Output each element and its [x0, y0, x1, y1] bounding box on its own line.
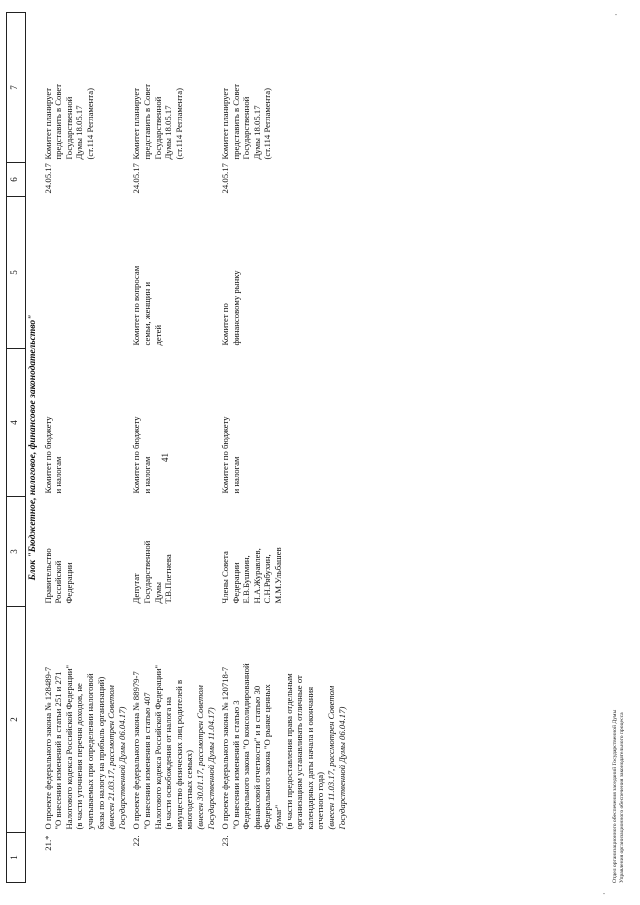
- row-note: [41, 13, 130, 163]
- committee-line: и налогам: [141, 456, 152, 494]
- bill-description: [41, 607, 130, 833]
- row-number: 23.: [220, 835, 231, 847]
- co-committee-line: Комитет по: [220, 303, 231, 346]
- author-line: М.М.Ульбашев: [273, 547, 284, 604]
- author-line: Члены Совета: [220, 551, 231, 604]
- co-committee: [41, 197, 130, 349]
- description-line: "О внесении изменения в статью 407: [141, 692, 152, 830]
- description-note-line: Государственной Думы 06.04.17): [116, 706, 127, 830]
- note-line: Думы 18.05.17: [251, 105, 262, 160]
- description-note-line: (внесен 21.03.17, рассмотрен Советом: [106, 685, 117, 830]
- note-line: Комитет планирует: [42, 87, 53, 160]
- committee-line: и налогам: [53, 456, 64, 494]
- committee-line: Комитет по бюджету: [42, 416, 53, 494]
- description-note-line: Государственной Думы 11.04.17): [205, 707, 216, 830]
- description-line: Налогового кодекса Российской Федерации": [152, 664, 163, 830]
- note-line: Государственной: [152, 96, 163, 160]
- description-line: финансовой отчетности" и в статью 30: [251, 685, 262, 830]
- bill-author: [41, 497, 130, 607]
- row-number: 22.: [131, 835, 142, 847]
- responsible-committee: [129, 349, 218, 497]
- note-line: Государственной: [241, 96, 252, 160]
- committee-line: Комитет по бюджету: [131, 416, 142, 494]
- description-line: О проекте федерального закона № 128489-7: [42, 666, 53, 830]
- note-line: представить в Совет: [53, 83, 64, 160]
- col-number-7: 7: [7, 13, 26, 163]
- description-line: календарных даты начала и окончания: [304, 686, 315, 830]
- table-row: [218, 13, 349, 883]
- author-line: Н.А.Журавлев,: [251, 548, 262, 604]
- scan-mark: ·: [612, 13, 621, 16]
- co-committee: [129, 197, 218, 349]
- block-title: Блок "Бюджетное, налоговое, финансовое законодательство": [28, 314, 38, 581]
- description-note-line: (внесен 30.01.17, рассмотрен Советом: [194, 685, 205, 830]
- author-line: Т.В.Плетнева: [163, 554, 174, 604]
- responsible-committee: [218, 349, 349, 497]
- co-committee-line: детей: [152, 324, 163, 346]
- responsible-committee: [41, 349, 130, 497]
- note-line: (ст.114 Регламента): [173, 88, 184, 160]
- note-line: Комитет планирует: [220, 87, 231, 160]
- footer-line: Управления организационного обеспечения законодательного процесса: [619, 712, 625, 883]
- note-line: Комитет планирует: [131, 87, 142, 160]
- row-note: [218, 13, 349, 163]
- description-line: имущество физических лиц родителей в: [173, 679, 184, 830]
- table-row: [41, 13, 130, 883]
- col-number-4: 4: [7, 349, 26, 497]
- description-line: (в части предоставления права отдельным: [283, 673, 294, 830]
- author-line: Думы: [152, 582, 163, 604]
- co-committee-line: Комитет по вопросам: [131, 265, 142, 346]
- author-line: С.Н.Рябухин,: [262, 554, 273, 604]
- description-line: базы по налогу на прибыль организаций): [95, 676, 106, 830]
- description-note-line: Государственной Думы 06.04.17): [336, 706, 347, 830]
- bill-author: [129, 497, 218, 607]
- committee-line: Комитет по бюджету: [220, 416, 231, 494]
- co-committee-line: семьи, женщин и: [141, 282, 152, 346]
- agenda-rows: [41, 13, 350, 883]
- author-line: Государственной: [141, 540, 152, 604]
- col-number-1: 1: [7, 833, 26, 883]
- description-line: (в части освобождения от налога на: [163, 696, 174, 830]
- page-number: 41: [160, 453, 170, 462]
- description-line: учитываемых при определении налоговой: [84, 673, 95, 830]
- note-line: Государственной: [63, 96, 74, 160]
- agenda-table: [6, 12, 349, 883]
- row-number: 21.*: [42, 835, 53, 851]
- scan-mark: ·: [600, 892, 609, 895]
- deadline-date: 24.05.17: [220, 163, 231, 194]
- deadline-date: 24.05.17: [131, 163, 142, 194]
- table-row: [129, 13, 218, 883]
- description-line: отчетного года): [315, 771, 326, 830]
- description-line: О проекте федерального закона № 88979-7: [131, 671, 142, 830]
- column-number-row: [7, 13, 26, 883]
- co-committee-line: финансовому рынку: [230, 270, 241, 346]
- note-line: (ст.114 Регламента): [84, 88, 95, 160]
- col-number-3: 3: [7, 497, 26, 607]
- note-line: Думы 18.05.17: [74, 105, 85, 160]
- description-line: Федерального закона "О консолидированной: [241, 663, 252, 830]
- bill-description: [129, 607, 218, 833]
- footer-line: Отдел организационного обеспечения заседаний Государственной Думы: [612, 709, 618, 883]
- description-line: (в части уточнения перечня доходов, не: [74, 683, 85, 830]
- description-line: О проекте федерального закона № 120718-7: [220, 666, 231, 830]
- bill-author: [218, 497, 349, 607]
- deadline-date: 24.05.17: [42, 163, 53, 194]
- committee-line: и налогам: [230, 456, 241, 494]
- col-number-2: 2: [7, 607, 26, 833]
- description-line: бумаг": [273, 804, 284, 830]
- description-line: Налогового кодекса Российской Федерации": [63, 664, 74, 830]
- note-line: представить в Совет: [230, 83, 241, 160]
- author-line: Правительство: [42, 548, 53, 604]
- description-line: организациям устанавливать отличные от: [294, 675, 305, 830]
- note-line: представить в Совет: [141, 83, 152, 160]
- description-line: многодетных семьях): [184, 749, 195, 830]
- description-line: "О внесении изменений в статью 3: [230, 700, 241, 830]
- author-line: Е.В.Бушмин,: [241, 555, 252, 604]
- description-line: "О внесении изменений в статьи 251 и 271: [53, 671, 64, 830]
- author-line: Российской: [53, 560, 64, 604]
- row-note: [129, 13, 218, 163]
- col-number-6: 6: [7, 163, 26, 197]
- author-line: Федерации: [230, 562, 241, 604]
- bill-description: [218, 607, 349, 833]
- author-line: Депутат: [131, 573, 142, 604]
- col-number-5: 5: [7, 197, 26, 349]
- author-line: Федерации: [63, 562, 74, 604]
- description-line: Федерального закона "О рынке ценных: [262, 684, 273, 830]
- note-line: Думы 18.05.17: [163, 105, 174, 160]
- note-line: (ст.114 Регламента): [262, 88, 273, 160]
- co-committee: [218, 197, 349, 349]
- description-note-line: (внесен 11.03.17, рассмотрен Советом: [326, 685, 337, 830]
- footer: [612, 710, 626, 883]
